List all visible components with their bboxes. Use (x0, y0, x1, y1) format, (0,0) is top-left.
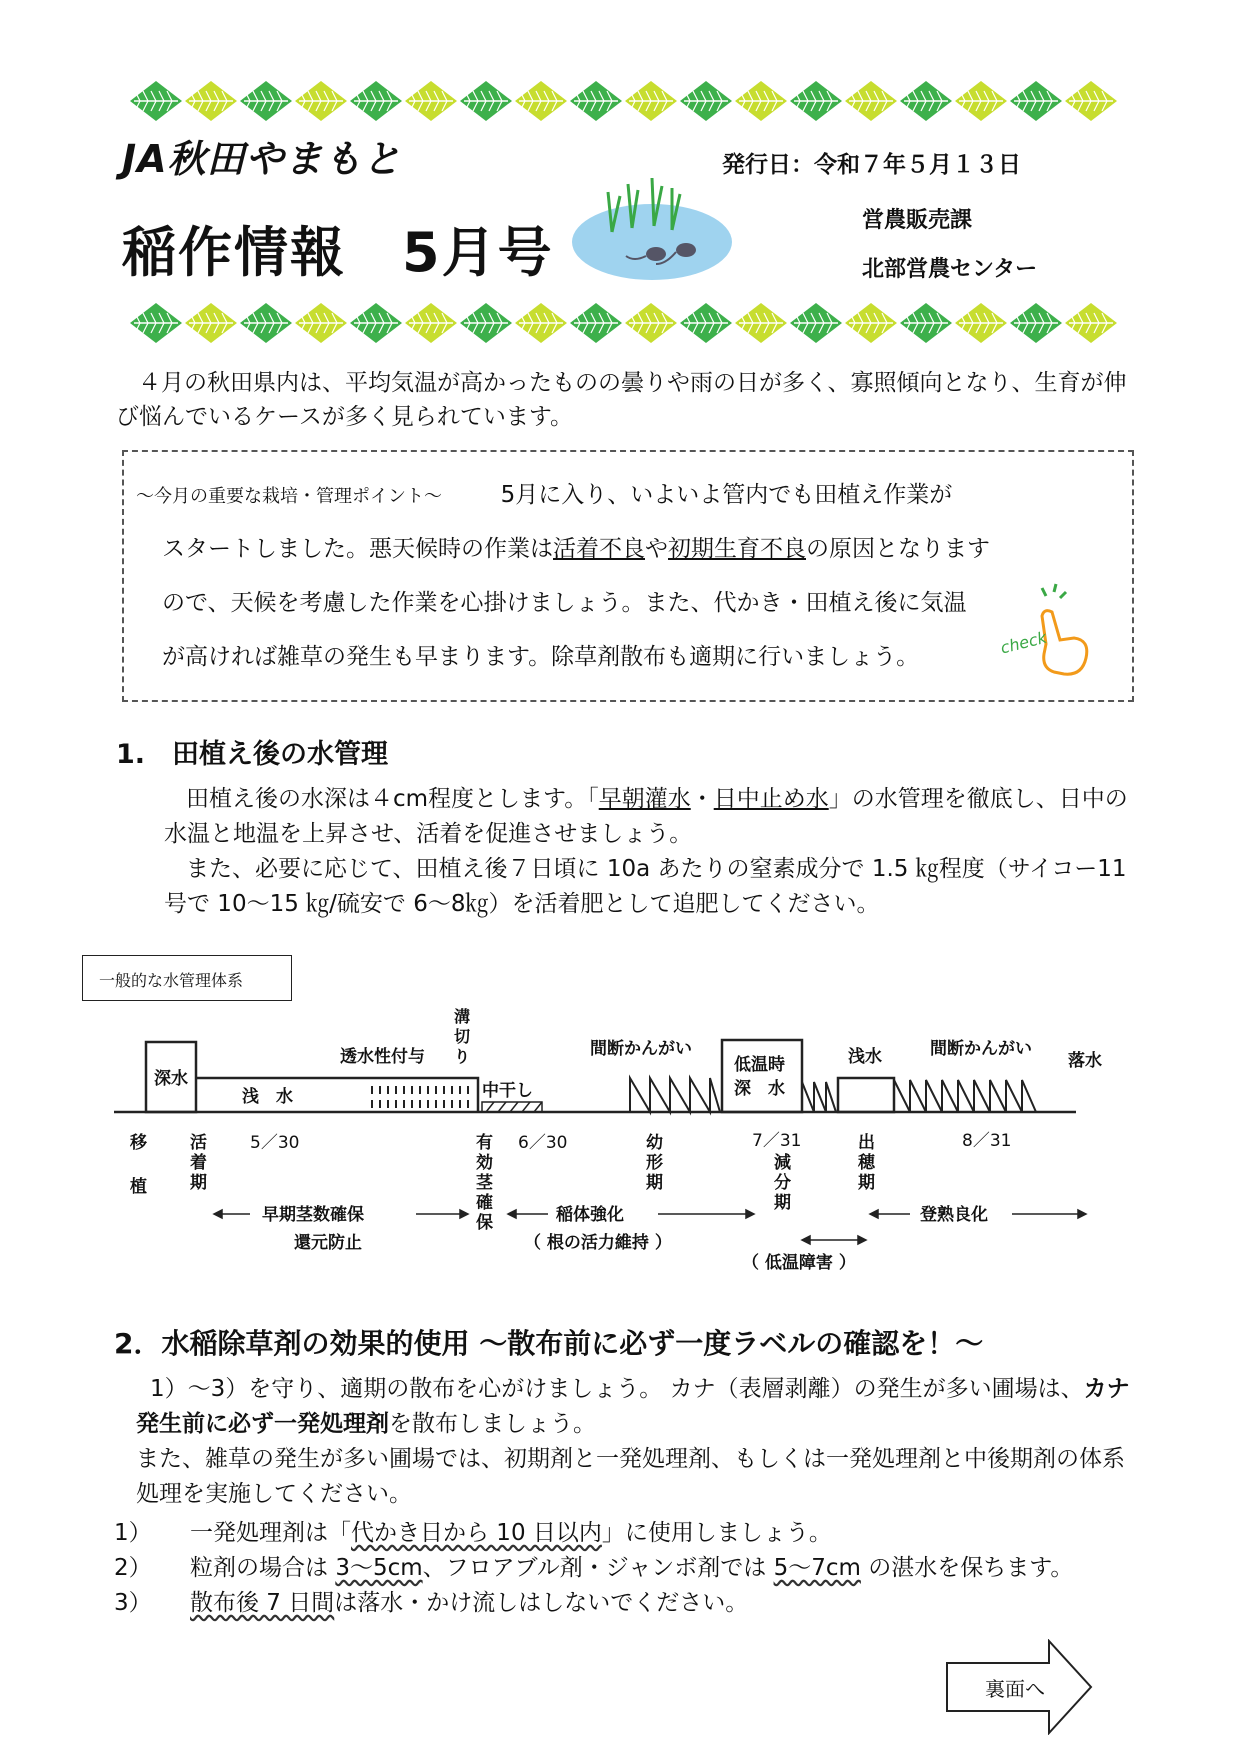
leaf-icon (955, 81, 1007, 121)
section1-paragraph1: 田植え後の水深は４cm程度とします。「早朝灌水・日中止め水」の水管理を徹底し、日中の水温と地温を上昇させ、活着を促進させましょう。 (164, 786, 1128, 847)
pond-tadpole-icon (568, 172, 736, 284)
list-item: 一発処理剤は「代かき日から 10 日以内」に使用しましょう。 (190, 1520, 832, 1546)
section2-paragraph2: また、雑草の発生が多い圃場では、初期剤と一発処理剤、もしくは一発処理剤と中後期剤の体系処理を実施してください。 (136, 1446, 1125, 1507)
key-points-box (122, 450, 1134, 702)
leaf-icon (1065, 303, 1117, 343)
intermittent-irrigation-label-2: 間断かんがい (930, 1039, 1032, 1059)
young-panicle-label-1: 幼 (646, 1133, 663, 1153)
meiosis-label-3: 期 (774, 1193, 791, 1213)
department-sales: 営農販売課 (862, 208, 973, 233)
leaf-icon (130, 303, 182, 343)
leaf-border-top (128, 78, 1118, 124)
low-temp-deep-label-2: 深 水 (734, 1079, 785, 1099)
leaf-icon (1010, 303, 1062, 343)
rooting-label-3: 期 (190, 1173, 207, 1193)
heading-stage-label-2: 穂 (858, 1153, 875, 1173)
key-points-line1: 5月に入り、いよいよ管内でも田植え作業が (500, 482, 953, 508)
list-item-number: 2） (114, 1555, 152, 1581)
phase-ripening: 登熟良化 (920, 1205, 988, 1225)
leaf-icon (405, 81, 457, 121)
young-panicle-label-2: 形 (646, 1153, 663, 1173)
leaf-icon (295, 81, 347, 121)
page-title: 稲作情報 5月号 (122, 221, 554, 284)
list-item: 粒剤の場合は 3～5cm、フロアブル剤・ジャンボ剤では 5～7cm の湛水を保ちます。 (190, 1555, 1074, 1581)
phase-early-tiller: 早期茎数確保 (262, 1205, 364, 1225)
shallow-water-label: 浅 水 (242, 1087, 293, 1107)
leaf-icon (130, 81, 182, 121)
leaf-icon (460, 303, 512, 343)
rooting-label-2: 着 (190, 1153, 207, 1173)
list-item-number: 3） (114, 1590, 152, 1616)
check-label: check (998, 627, 1049, 658)
date-label-3: 7／31 (752, 1131, 802, 1151)
next-page-arrow[interactable] (945, 1639, 1095, 1735)
intermittent-irrigation-label-1: 間断かんがい (590, 1039, 692, 1059)
young-panicle-label-3: 期 (646, 1173, 663, 1193)
section1-paragraph2: また、必要に応じて、田植え後７日頃に 10a あたりの窒素成分で 1.5 ㎏程度（サイコー11 号で 10～15 ㎏/硫安で 6～8㎏）を活着肥として追肥してください。 (164, 856, 1127, 917)
leaf-icon (680, 303, 732, 343)
ditch-label-3: り (454, 1047, 471, 1066)
date-label-4: 8／31 (962, 1131, 1012, 1151)
rooting-label-1: 活 (190, 1133, 207, 1153)
check-hand-icon (994, 582, 1104, 682)
leaf-icon (570, 81, 622, 121)
leaf-icon (625, 303, 677, 343)
next-page-label: 裏面へ (985, 1677, 1045, 1701)
leaf-icon (350, 303, 402, 343)
leaf-icon (185, 303, 237, 343)
effective-tiller-label-5: 保 (476, 1213, 493, 1233)
ditch-label-1: 溝 (454, 1007, 471, 1026)
leaf-icon (240, 303, 292, 343)
key-points-line3: ので、天候を考慮した作業を心掛けましょう。また、代かき・田植え後に気温 (162, 590, 967, 616)
transplant-label-1: 移 (130, 1133, 147, 1153)
water-management-diagram (110, 1000, 1110, 1290)
leaf-icon (1010, 81, 1062, 121)
leaf-icon (515, 81, 567, 121)
effective-tiller-label-1: 有 (476, 1133, 493, 1153)
shallow-water-label-2: 浅水 (848, 1047, 882, 1067)
heading-stage-label-3: 期 (858, 1173, 875, 1193)
key-points-line2: スタートしました。悪天候時の作業は活着不良や初期生育不良の原因となります (162, 536, 990, 562)
section2-paragraph1: 1）～3）を守り、適期の散布を心がけましょう。 カナ（表層剥離）の発生が多い圃場は、カナ発生前に必ず一発処理剤を散布しましょう。 (136, 1376, 1130, 1437)
drain-label: 落水 (1068, 1051, 1102, 1071)
issue-date: 発行日：令和７年５月１３日 (722, 152, 1021, 178)
leaf-icon (845, 303, 897, 343)
key-points-heading: ～今月の重要な栽培・管理ポイント～ (136, 486, 442, 507)
heading-stage-label-1: 出 (858, 1133, 875, 1153)
section1-heading: 1. 田植え後の水管理 (116, 739, 389, 770)
org-name: JA秋田やまもと (122, 137, 402, 181)
leaf-icon (680, 81, 732, 121)
leaf-icon (900, 303, 952, 343)
diagram-label: 一般的な水管理体系 (82, 955, 292, 1001)
midseason-drain-label: 中干し (482, 1081, 533, 1101)
low-temp-deep-label-1: 低温時 (734, 1055, 785, 1075)
leaf-icon (735, 81, 787, 121)
leaf-icon (460, 81, 512, 121)
intro-paragraph: ４月の秋田県内は、平均気温が高かったものの曇りや雨の日が多く、寡照傾向となり、生育が伸び悩んでいるケースが多く見られています。 (116, 370, 1127, 430)
date-label-1: 5／30 (250, 1133, 300, 1153)
date-label-2: 6／30 (518, 1133, 568, 1153)
phase-cold-damage: （ 低温障害 ） (742, 1253, 856, 1273)
leaf-icon (790, 81, 842, 121)
leaf-icon (955, 303, 1007, 343)
leaf-border-bottom (128, 300, 1118, 346)
leaf-icon (570, 303, 622, 343)
leaf-icon (185, 81, 237, 121)
leaf-icon (790, 303, 842, 343)
leaf-icon (240, 81, 292, 121)
transplant-label-2: 植 (130, 1177, 147, 1197)
leaf-icon (405, 303, 457, 343)
effective-tiller-label-4: 確 (476, 1193, 493, 1213)
phase-root-vitality: （ 根の活力維持 ） (524, 1233, 672, 1253)
leaf-icon (350, 81, 402, 121)
leaf-icon (845, 81, 897, 121)
leaf-icon (900, 81, 952, 121)
phase-strengthen: 稲体強化 (556, 1205, 624, 1225)
ditch-label-2: 切 (454, 1027, 471, 1046)
department-north: 北部営農センター (862, 257, 1038, 282)
key-points-line4: が高ければ雑草の発生も早まります。除草剤散布も適期に行いましょう。 (162, 644, 920, 670)
effective-tiller-label-3: 茎 (476, 1173, 493, 1193)
phase-reduction-prevent: 還元防止 (294, 1233, 362, 1253)
section2-heading: 2．水稲除草剤の効果的使用 ～散布前に必ず一度ラベルの確認を！～ (114, 1327, 984, 1360)
leaf-icon (1065, 81, 1117, 121)
leaf-icon (515, 303, 567, 343)
leaf-icon (295, 303, 347, 343)
effective-tiller-label-2: 効 (476, 1153, 493, 1173)
list-item-number: 1） (114, 1520, 152, 1546)
leaf-icon (625, 81, 677, 121)
permeability-label: 透水性付与 (340, 1047, 425, 1067)
leaf-icon (735, 303, 787, 343)
meiosis-label-1: 減 (774, 1153, 791, 1173)
list-item: 散布後 7 日間は落水・かけ流しはしないでください。 (190, 1590, 749, 1616)
meiosis-label-2: 分 (774, 1173, 791, 1193)
deep-water-label: 深水 (154, 1069, 188, 1089)
